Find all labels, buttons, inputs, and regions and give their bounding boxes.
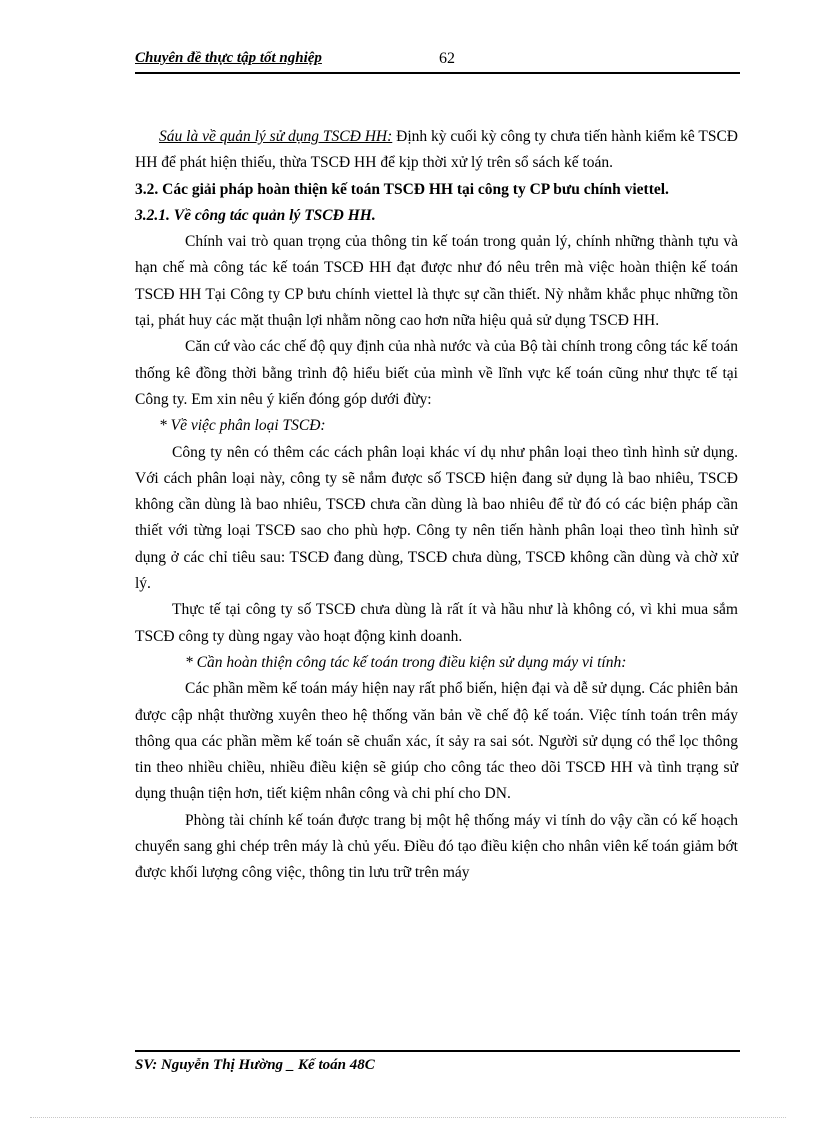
- paragraph-lead: Sáu là về quản lý sử dụng TSCĐ HH:: [159, 128, 393, 145]
- page-number: 62: [439, 50, 455, 67]
- paragraph-finance-department: Phòng tài chính kế toán được trang bị một hệ thống máy vi tính do vậy cần có kế hoạch chuyển sang ghi chép trên máy là chủ yếu. Điều đó tạo điều kiện cho nhân viên kế toán giảm bớt được khối lượng công việc, thông tin lưu trữ trên máy: [135, 811, 738, 882]
- page-footer: [135, 1050, 740, 1073]
- document-body: [135, 124, 738, 887]
- paragraph-classification: Công ty nên có thêm các cách phân loại khác ví dụ như phân loại theo tình hình sử dụng. Với cách phân loại này, công ty sẽ nắm được số TSCĐ hiện đang sử dụng là bao nhiêu, TSCĐ không cần dùng là bao nhiêu, TSCĐ chưa cần dùng là bao nhiêu để từ đó có các biện pháp cần thiết với từng loại TSCĐ sao cho phù hợp. Công ty nên tiến hành phân loại theo tình hình sử dụng ở các chỉ tiêu sau: TSCĐ đang dùng, TSCĐ chưa dùng, TSCĐ không cần dùng và chờ xử lý.: [135, 443, 738, 593]
- student-info: SV: Nguyễn Thị Hường _ Kế toán 48C: [135, 1057, 375, 1073]
- paragraph-text: Định kỳ cuối kỳ công ty chưa tiến hành kiểm kê TSCĐ HH để phát hiện thiếu, thừa TSCĐ HH để kịp thời xử lý trên sổ sách kế toán.: [135, 128, 738, 172]
- paragraph-regulations: Căn cứ vào các chế độ quy định của nhà nước và của Bộ tài chính trong công tác kế toán thống kê đồng thời bằng trình độ hiểu biết của mình về lĩnh vực kế toán cũng như thực tế tại Công ty. Em xin nêu ý kiến đóng góp dưới đừy:: [135, 338, 738, 408]
- paragraph-software: Các phần mềm kế toán máy hiện nay rất phổ biến, hiện đại và dễ sử dụng. Các phiên bản được cập nhật thường xuyên theo hệ thống văn bản về chế độ kế toán. Việc tính toán trên máy thông qua các phần mềm kế toán sẽ chuẩn xác, ít sảy ra sai sót. Người sử dụng có thể lọc thông tin theo nhiều chiều, nhiều điều kiện sẽ giúp cho công tác theo dõi TSCĐ HH và tình trạng sử dụng thuận tiện hơn, tiết kiệm nhân công và chi phí cho DN.: [135, 680, 738, 803]
- paragraph-storage-management: [135, 124, 738, 177]
- paragraph-unused-assets: Thực tế tại công ty số TSCĐ chưa dùng là rất ít và hầu như là không có, vì khi mua sắm TSCĐ công ty dùng ngay vào hoạt động kinh doanh.: [135, 601, 738, 645]
- bullet-computer-accounting: * Cần hoàn thiện công tác kế toán trong điều kiện sử dụng máy vi tính:: [185, 653, 627, 671]
- page-header: [135, 46, 740, 74]
- subsection-heading: 3.2.1. Về công tác quản lý TSCĐ HH.: [135, 206, 376, 224]
- document-title: Chuyên đề thực tập tốt nghiệp: [135, 50, 322, 66]
- bullet-classification: * Về việc phân loại TSCĐ:: [159, 417, 326, 435]
- paragraph-accounting-role: Chính vai trò quan trọng của thông tin kế toán trong quản lý, chính những thành tựu và hạn chế mà công tác kế toán TSCĐ HH đạt được như đó nêu trên mà việc hoàn thiện kế toán TSCĐ HH Tại Công ty CP bưu chính viettel là thực sự cần thiết. Nỳ nhằm khắc phục những tồn tại, phát huy các mặt thuận lợi nhằm nõng cao hơn nữa hiệu quả sử dụng TSCĐ HH.: [135, 233, 738, 330]
- page-bottom-divider: [30, 1117, 786, 1118]
- section-heading: 3.2. Các giải pháp hoàn thiện kế toán TSCĐ HH tại công ty CP bưu chính viettel.: [135, 180, 669, 198]
